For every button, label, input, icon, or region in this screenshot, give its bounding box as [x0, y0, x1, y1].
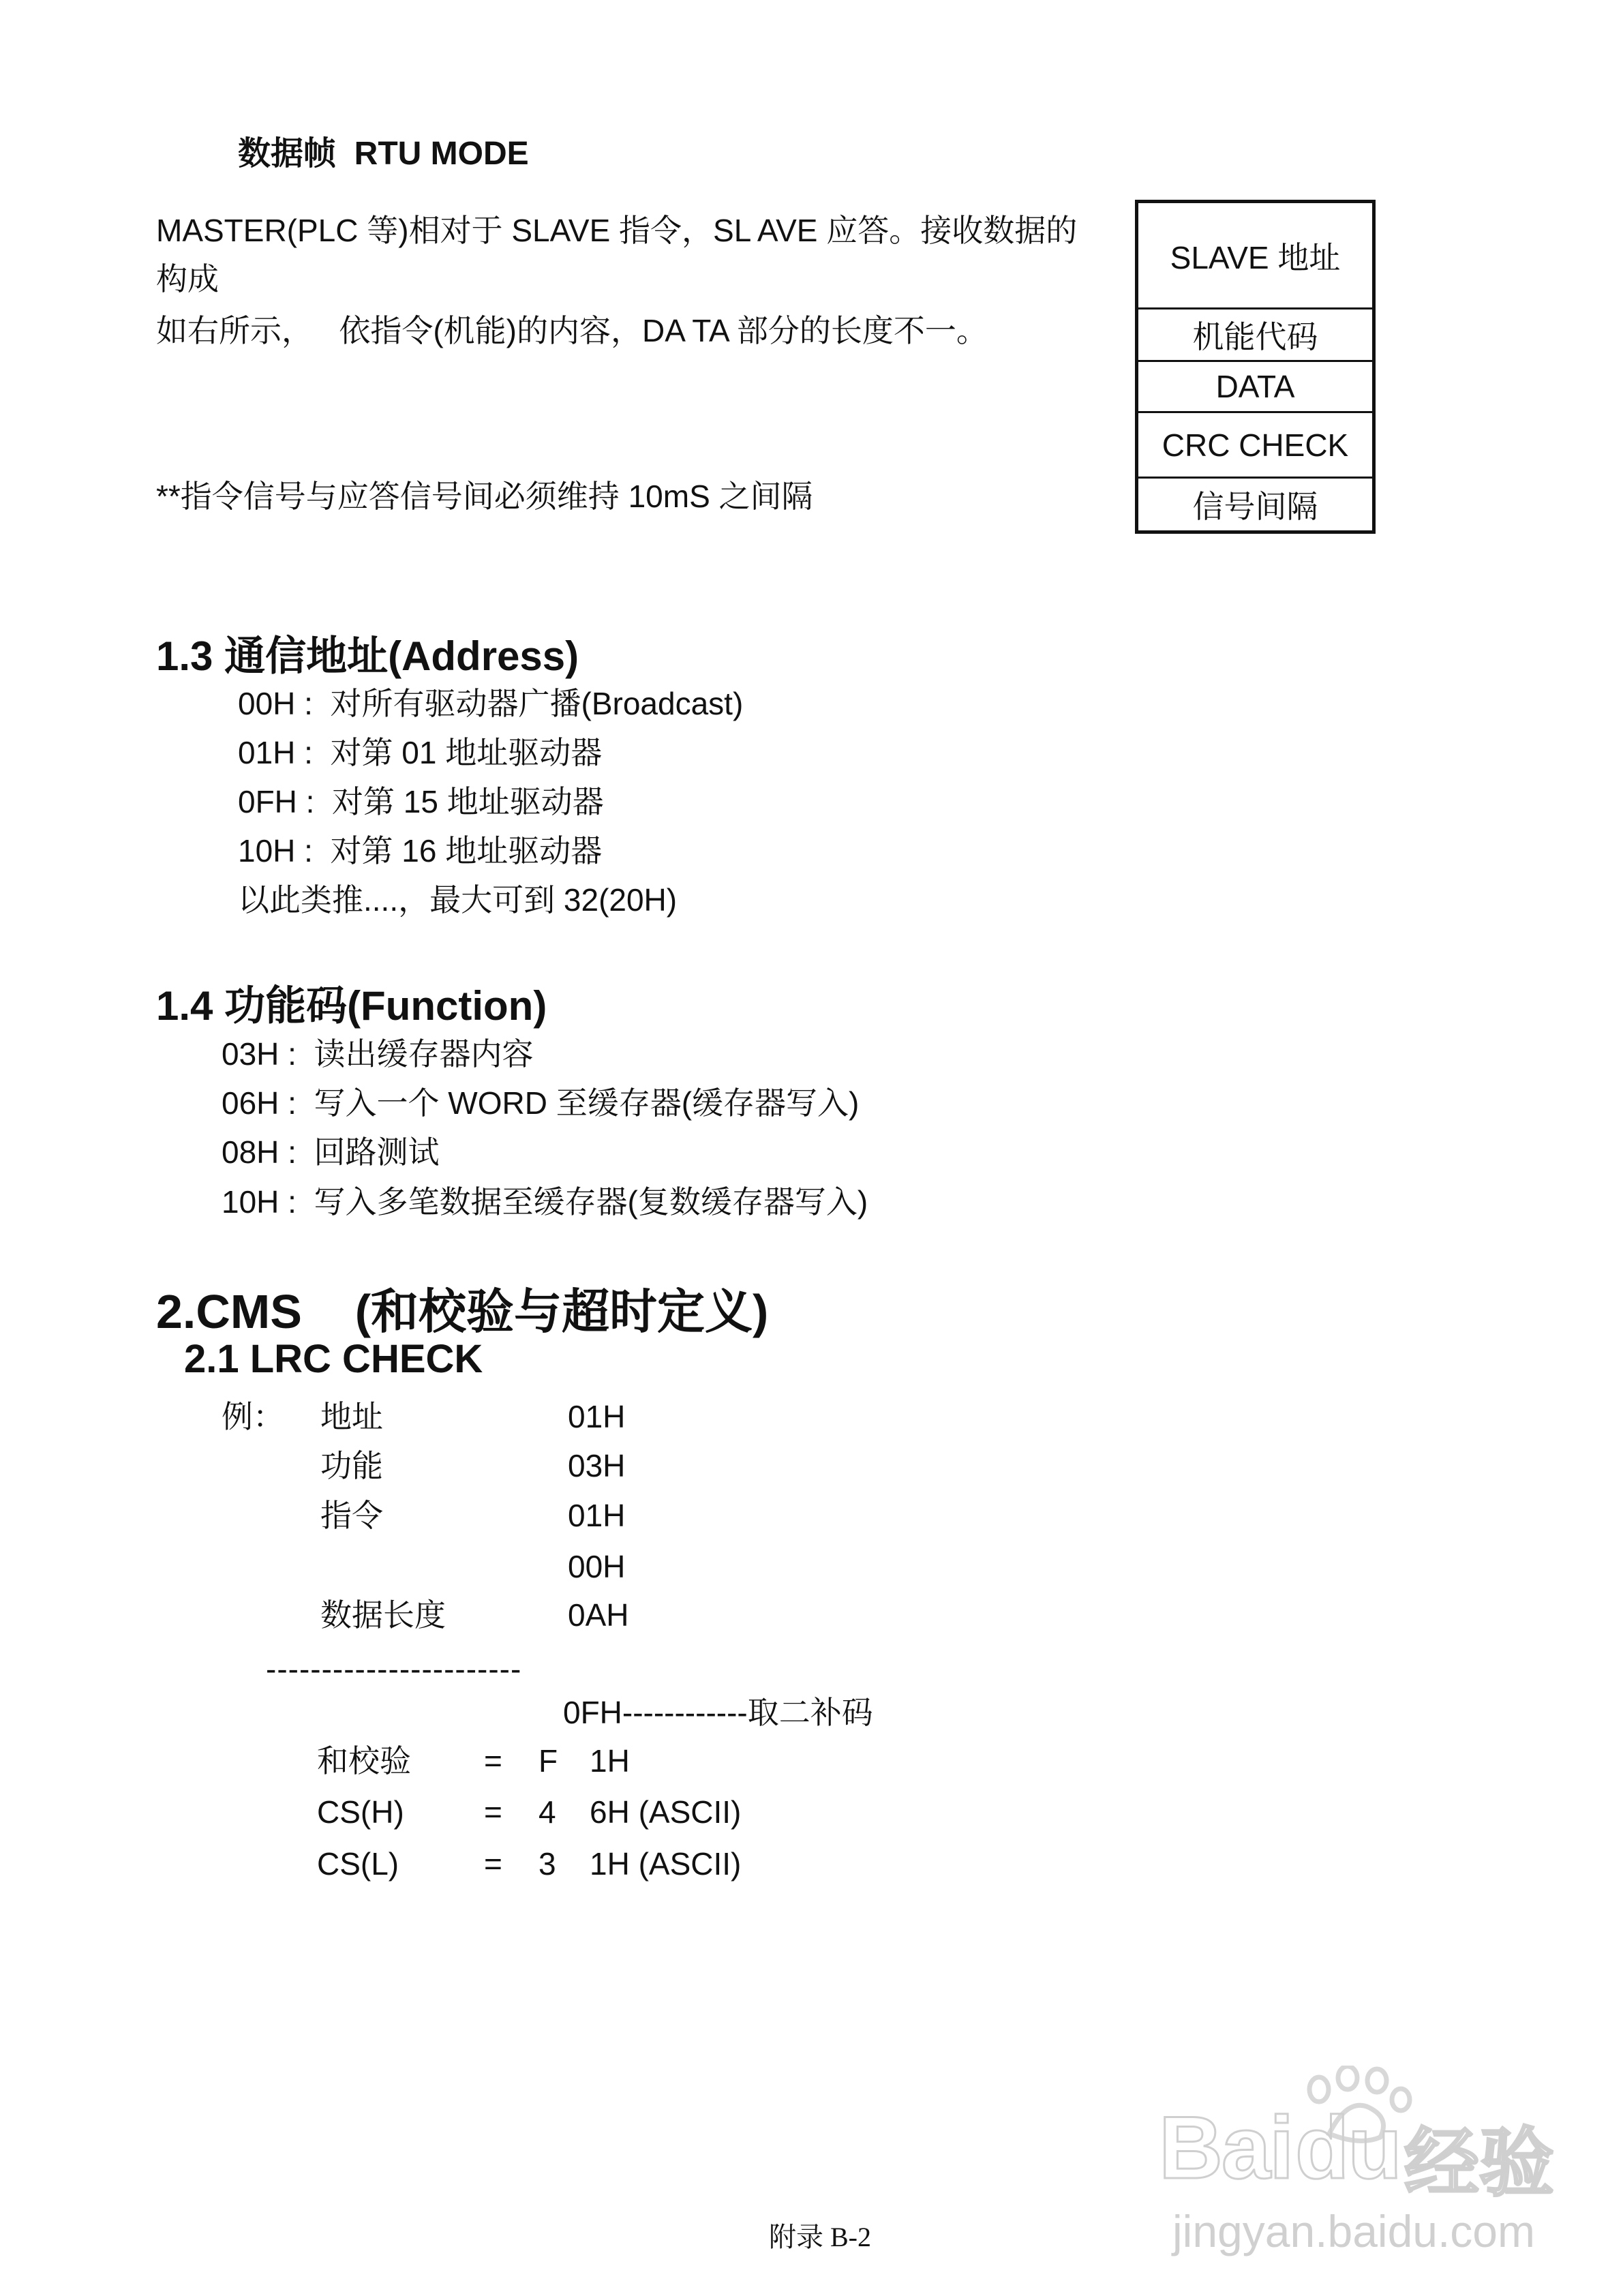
frame-cell-data: DATA	[1138, 360, 1372, 411]
sum-label: CS(L)	[317, 1846, 399, 1882]
function-heading: 1.4 功能码(Function)	[156, 983, 547, 1029]
frame-paragraph-line-2: 构成	[156, 261, 219, 297]
frame-paragraph-line-1: MASTER(PLC 等)相对于 SLAVE 指令，SL AVE 应答。接收数据的	[156, 213, 1078, 248]
frame-note: **指令信号与应答信号间必须维持 10mS 之间隔	[156, 479, 813, 514]
sum-value-1: 3	[539, 1846, 556, 1882]
sum-value-2: 1H	[590, 1743, 630, 1779]
frame-paragraph-line-3: 如右所示， 依指令(机能)的内容，DA TA 部分的长度不一。	[156, 313, 988, 348]
page-footer: 附录 B-2	[769, 2222, 871, 2252]
watermark-brand: Bai	[1159, 2098, 1293, 2197]
watermark-cn: 经验	[1404, 2121, 1554, 2205]
example-row-label: 地址	[320, 1399, 383, 1434]
frame-cell-signal-interval: 信号间隔	[1138, 477, 1372, 530]
example-row-label: 数据长度	[320, 1597, 446, 1633]
sum-value-2: 6H (ASCII)	[590, 1794, 742, 1830]
cms-heading: 2.CMS (和校验与超时定义)	[156, 1285, 769, 1338]
example-row-label: 指令	[320, 1498, 383, 1533]
sum-label: CS(H)	[317, 1794, 404, 1830]
address-item: 01H : 对第 01 地址驱动器	[238, 735, 603, 770]
example-row-label: 功能	[320, 1448, 383, 1483]
frame-cell-function-code: 机能代码	[1138, 307, 1372, 360]
example-row-value: 0AH	[568, 1597, 629, 1633]
example-row-value: 03H	[568, 1448, 626, 1483]
example-row-value: 00H	[568, 1549, 626, 1584]
function-item: 08H : 回路测试	[222, 1134, 440, 1170]
address-item: 00H : 对所有驱动器广播(Broadcast)	[238, 686, 744, 721]
sum-label: 和校验	[317, 1743, 411, 1779]
lrc-check-heading: 2.1 LRC CHECK	[184, 1337, 483, 1381]
frame-cell-crc-check: CRC CHECK	[1138, 411, 1372, 477]
separator-dashes: -----------------------	[266, 1651, 522, 1687]
frame-heading: 数据帧 RTU MODE	[238, 136, 529, 172]
sum-value-2: 1H (ASCII)	[590, 1846, 742, 1882]
address-item: 以此类推....，最大可到 32(20H)	[238, 882, 678, 918]
address-heading: 1.3 通信地址(Address)	[156, 633, 579, 679]
function-item: 10H : 写入多笔数据至缓存器(复数缓存器写入)	[222, 1184, 868, 1220]
watermark-brand-tail: du	[1295, 2098, 1401, 2197]
sum-value-1: 4	[539, 1794, 556, 1830]
example-row-value: 01H	[568, 1498, 626, 1533]
sum-equals: =	[484, 1846, 502, 1882]
function-item: 06H : 写入一个 WORD 至缓存器(缓存器写入)	[222, 1085, 860, 1121]
frame-structure-table	[1135, 200, 1376, 534]
watermark-url: jingyan.baidu.com	[1172, 2206, 1535, 2256]
sum-equals: =	[484, 1743, 502, 1779]
example-label: 例：	[222, 1399, 284, 1434]
frame-cell-slave-address: SLAVE 地址	[1170, 239, 1341, 275]
example-row-value: 01H	[568, 1399, 626, 1434]
function-item: 03H : 读出缓存器内容	[222, 1036, 534, 1072]
address-item: 10H : 对第 16 地址驱动器	[238, 833, 603, 868]
address-item: 0FH : 对第 15 地址驱动器	[238, 784, 604, 819]
sum-value-1: F	[539, 1743, 558, 1779]
sum-equals: =	[484, 1794, 502, 1830]
result-line: 0FH------------取二补码	[563, 1695, 873, 1730]
